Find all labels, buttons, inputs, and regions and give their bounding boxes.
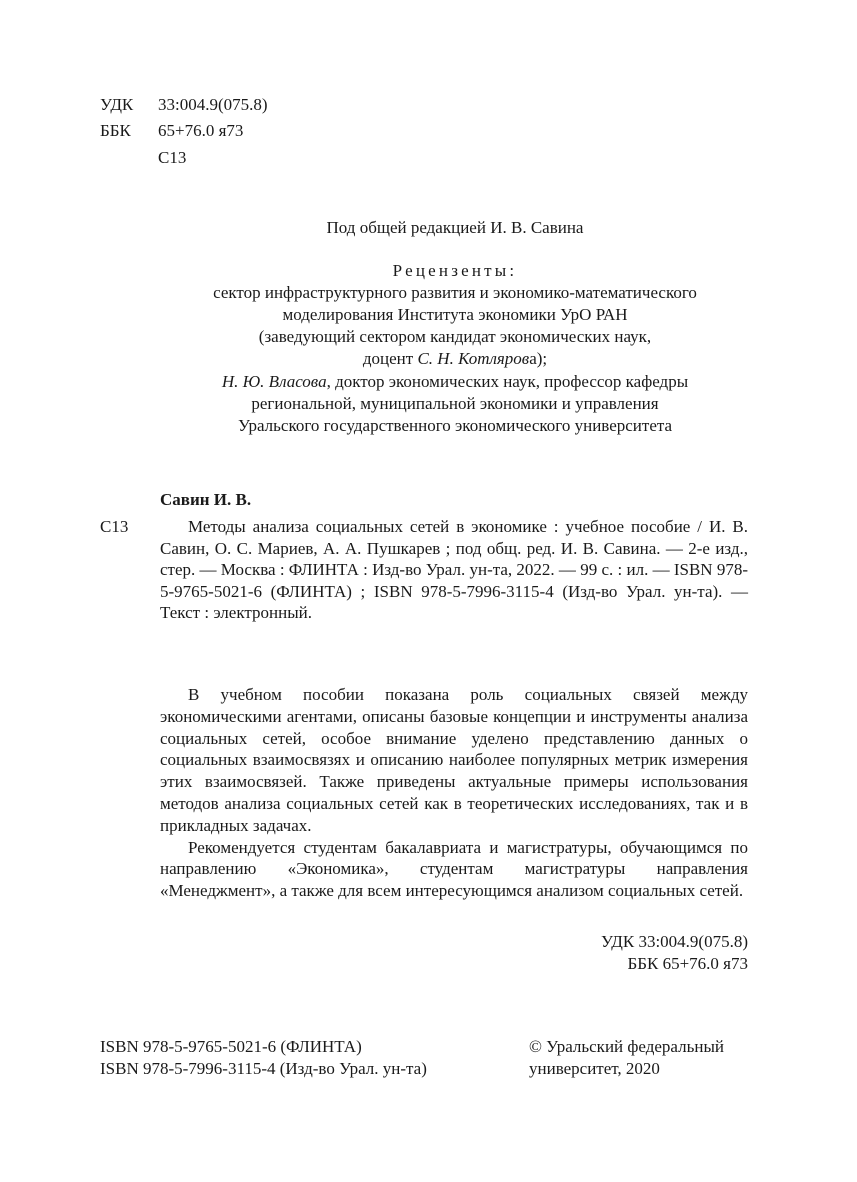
annotation: [160, 684, 748, 902]
copyright-line-2: университет, 2020: [529, 1059, 660, 1078]
udk-line: [100, 94, 268, 115]
annotation-paragraph-1: В учебном пособии показана роль социальных связей между экономическими агентами, описаны базовые концепции и инструменты анализа социальных сетей, особое внимание уделено представлению данных о социальных взаимосвязях и описанию наиболее популярных метрик измерения этих взаимосвязей. Также приведены актуальные примеры использования методов анализа социальных сетей как в теоретических исследованиях, так и в прикладных задачах.: [160, 685, 748, 835]
bib-mark: С13: [100, 517, 129, 536]
footer-isbn-1: ISBN 978-5-9765-5021-6 (ФЛИНТА): [100, 1037, 362, 1056]
reviewer2-line2: региональной, муниципальной экономики и управления: [251, 394, 659, 413]
reviewer1-line2: моделирования Института экономики УрО РАН: [282, 305, 628, 324]
edited-by: Под общей редакцией И. В. Савина: [326, 218, 584, 237]
author-mark: С13: [158, 148, 187, 167]
annotation-paragraph-2: Рекомендуется студентам бакалавриата и магистратуры, обучающимся по направлению «Экономика», студентам магистратуры направления «Менеджмент», а также для всем интересующимся анализом социальных сетей.: [160, 837, 748, 901]
reviewer1-line1: сектор инфраструктурного развития и экономико-математического: [213, 283, 697, 302]
bbk-value: 65+76.0 я73: [158, 121, 244, 140]
footer-isbn-2: ISBN 978-5-7996-3115-4 (Изд-во Урал. ун-та): [100, 1059, 427, 1078]
copyright-line-1: © Уральский федеральный: [529, 1037, 724, 1056]
index-udk: УДК 33:004.9(075.8): [600, 932, 748, 951]
bib-description: [160, 516, 748, 624]
index-bbk: ББК 65+76.0 я73: [627, 954, 748, 973]
reviewer2-line1: [100, 371, 810, 392]
udk-value: 33:004.9(075.8): [158, 95, 268, 114]
bbk-label: ББК: [100, 121, 131, 140]
reviewer1-line3: (заведующий сектором кандидат экономических наук,: [258, 327, 652, 346]
bib-author: Савин И. В.: [160, 490, 252, 509]
reviewers-heading: Рецензенты:: [392, 261, 518, 280]
reviewer2-line1-post: , доктор экономических наук, профессор кафедры: [326, 372, 689, 391]
bib-description-text: Методы анализа социальных сетей в экономике : учебное пособие / И. В. Савин, О. С. Мариев, А. А. Пушкарев ; под общ. ред. И. В. Савина. — 2-е изд., стер. — Москва : ФЛИНТА : Изд-во Урал. ун-та, 2022. — 99 с. : ил. — ISBN 978-5-9765-5021-6 (ФЛИНТА) ; ISBN 978-5-7996-3115-4 (Изд-во Урал. ун-та). — Текст : электронный.: [160, 517, 748, 622]
udk-label: УДК: [100, 95, 134, 114]
reviewer1-name: С. Н. Котляров: [417, 349, 530, 368]
bbk-line: [100, 120, 243, 141]
reviewer2-line3: Уральского государственного экономического университета: [237, 416, 673, 435]
reviewer1-line4-post: а);: [529, 349, 548, 368]
reviewer2-name: Н. Ю. Власова: [221, 372, 327, 391]
reviewer1-line4-pre: доцент: [362, 349, 418, 368]
reviewer1-line4: [100, 348, 810, 369]
